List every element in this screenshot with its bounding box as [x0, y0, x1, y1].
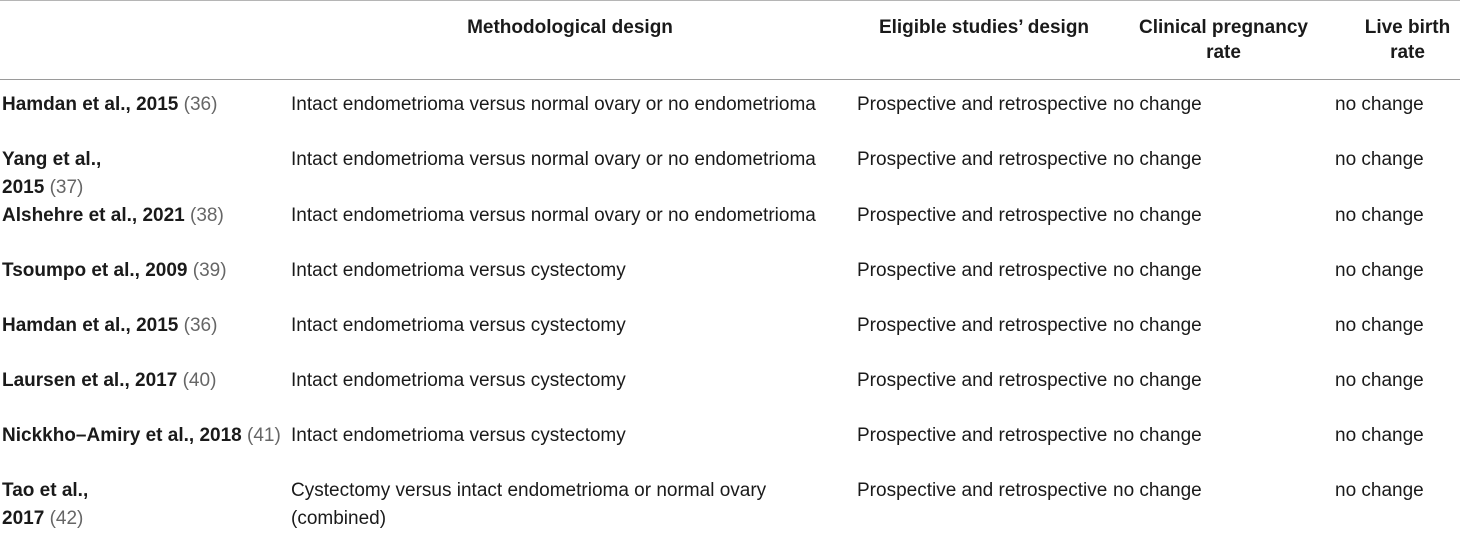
- pregnancy-cell: no change: [1112, 202, 1335, 257]
- table-row: [0, 146, 1460, 202]
- study-cell: [0, 257, 284, 312]
- table-row: [0, 257, 1460, 312]
- study-cell: [0, 312, 284, 367]
- table-header: [0, 1, 1460, 80]
- live-birth-cell: no change: [1335, 202, 1460, 257]
- pregnancy-cell: no change: [1112, 312, 1335, 367]
- pregnancy-cell: no change: [1112, 477, 1335, 533]
- study-cell: [0, 146, 284, 202]
- header-live-birth-rate: Live birth rate: [1335, 1, 1460, 80]
- live-birth-cell: no change: [1335, 146, 1460, 202]
- reference-link[interactable]: (39): [193, 260, 227, 281]
- live-birth-cell: no change: [1335, 422, 1460, 477]
- study-author: Alshehre et al., 2021: [2, 205, 185, 226]
- design-cell: Intact endometrioma versus cystectomy: [284, 257, 856, 312]
- study-author: Nickkho–Amiry et al., 2018: [2, 425, 242, 446]
- study-cell: [0, 422, 284, 477]
- study-cell: [0, 202, 284, 257]
- header-clinical-pregnancy-rate: Clinical pregnancy rate: [1112, 1, 1335, 80]
- study-author: Yang et al., 2015: [2, 149, 101, 198]
- pregnancy-cell: no change: [1112, 80, 1335, 147]
- header-row: [0, 1, 1460, 80]
- reference-link[interactable]: (37): [50, 177, 84, 198]
- live-birth-cell: no change: [1335, 312, 1460, 367]
- design-cell: Intact endometrioma versus normal ovary or no endometrioma: [284, 146, 856, 202]
- reference-link[interactable]: (40): [183, 370, 217, 391]
- pregnancy-cell: no change: [1112, 422, 1335, 477]
- design-cell: Intact endometrioma versus cystectomy: [284, 367, 856, 422]
- study-author: Tao et al., 2017: [2, 480, 88, 529]
- reference-link[interactable]: (42): [50, 508, 84, 529]
- live-birth-cell: no change: [1335, 257, 1460, 312]
- study-cell: [0, 477, 284, 533]
- eligible-cell: Prospective and retrospective: [856, 422, 1112, 477]
- pregnancy-cell: no change: [1112, 367, 1335, 422]
- reference-link[interactable]: (36): [184, 94, 218, 115]
- design-cell: Intact endometrioma versus normal ovary or no endometrioma: [284, 80, 856, 147]
- header-methodological-design: Methodological design: [284, 1, 856, 80]
- reference-link[interactable]: (38): [190, 205, 224, 226]
- table-row: [0, 202, 1460, 257]
- header-study: [0, 1, 284, 80]
- study-cell: [0, 80, 284, 147]
- eligible-cell: Prospective and retrospective: [856, 257, 1112, 312]
- table-row: [0, 312, 1460, 367]
- table-row: [0, 477, 1460, 533]
- eligible-cell: Prospective and retrospective: [856, 367, 1112, 422]
- reference-link[interactable]: (41): [247, 425, 281, 446]
- live-birth-cell: no change: [1335, 367, 1460, 422]
- design-cell: Cystectomy versus intact endometrioma or normal ovary (combined): [284, 477, 856, 533]
- eligible-cell: Prospective and retrospective: [856, 477, 1112, 533]
- eligible-cell: Prospective and retrospective: [856, 312, 1112, 367]
- study-author: Hamdan et al., 2015: [2, 315, 178, 336]
- study-author: Tsoumpo et al., 2009: [2, 260, 187, 281]
- pregnancy-cell: no change: [1112, 257, 1335, 312]
- eligible-cell: Prospective and retrospective: [856, 80, 1112, 147]
- study-author: Hamdan et al., 2015: [2, 94, 178, 115]
- study-cell: [0, 367, 284, 422]
- table-body: [0, 80, 1460, 533]
- eligible-cell: Prospective and retrospective: [856, 202, 1112, 257]
- table-row: [0, 422, 1460, 477]
- study-author: Laursen et al., 2017: [2, 370, 177, 391]
- live-birth-cell: no change: [1335, 80, 1460, 147]
- header-eligible-studies-design: Eligible studies’ design: [856, 1, 1112, 80]
- design-cell: Intact endometrioma versus normal ovary or no endometrioma: [284, 202, 856, 257]
- table-row: [0, 80, 1460, 147]
- reference-link[interactable]: (36): [184, 315, 218, 336]
- design-cell: Intact endometrioma versus cystectomy: [284, 312, 856, 367]
- table-row: [0, 367, 1460, 422]
- eligible-cell: Prospective and retrospective: [856, 146, 1112, 202]
- design-cell: Intact endometrioma versus cystectomy: [284, 422, 856, 477]
- live-birth-cell: no change: [1335, 477, 1460, 533]
- pregnancy-cell: no change: [1112, 146, 1335, 202]
